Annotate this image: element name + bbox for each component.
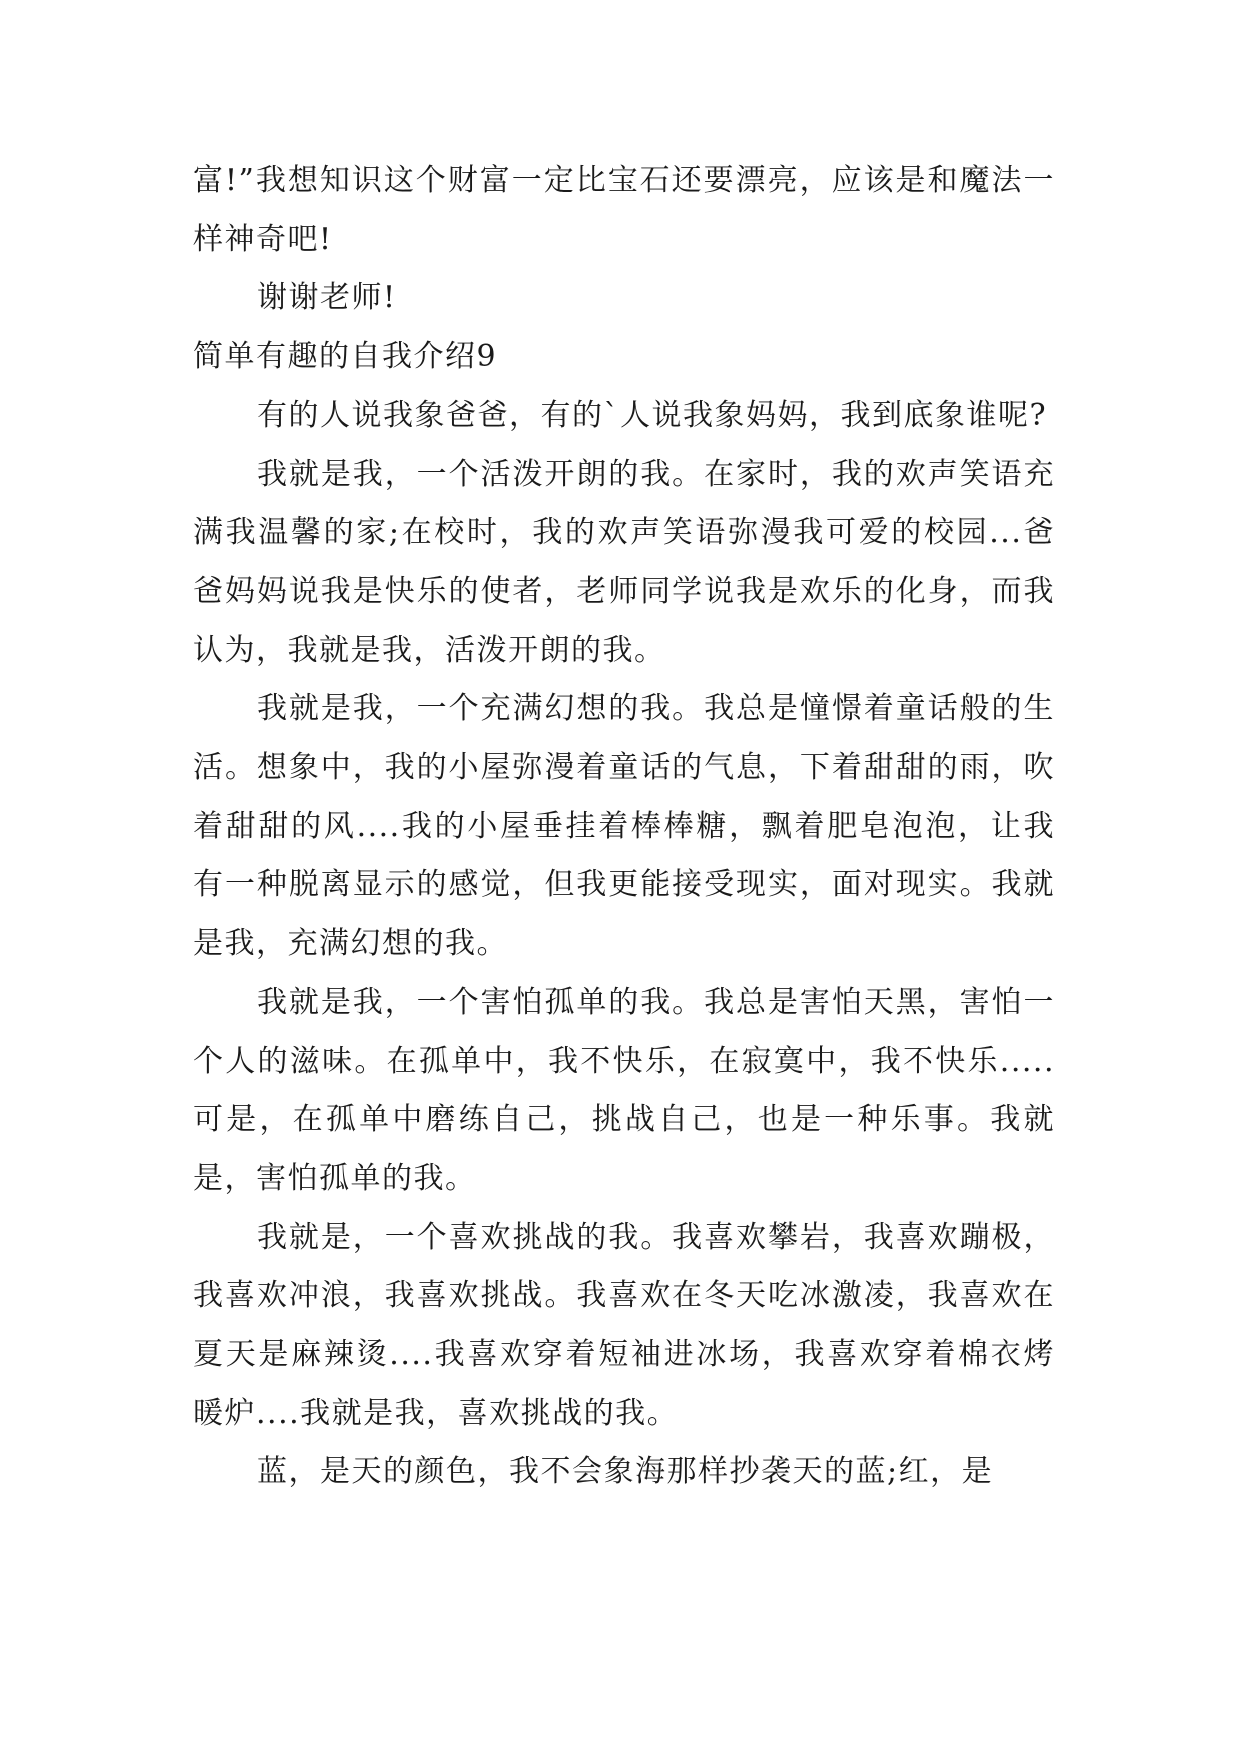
paragraph-challenge: 我就是，一个喜欢挑战的我。我喜欢攀岩，我喜欢蹦极，我喜欢冲浪，我喜欢挑战。我喜欢在冬天吃冰激凌，我喜欢在夏天是麻辣烫....我喜欢穿着短袖进冰场，我喜欢穿着棉衣烤暖炉....我就是我，喜欢挑战的我。	[193, 1219, 1055, 1431]
section-heading: 简单有趣的自我介绍9	[193, 339, 498, 375]
document-page	[193, 152, 1055, 1502]
paragraph-lonely: 我就是我，一个害怕孤单的我。我总是害怕天黑，害怕一个人的滋味。在孤单中，我不快乐，在寂寞中，我不快乐.....可是，在孤单中磨练自己，挑战自己，也是一种乐事。我就是，害怕孤单的我。	[193, 984, 1055, 1196]
paragraph-thanks: 谢谢老师!	[257, 280, 397, 316]
paragraph-intro: 有的人说我象爸爸，有的`人说我象妈妈，我到底象谁呢?	[257, 397, 1048, 433]
paragraph-colors: 蓝，是天的颜色，我不会象海那样抄袭天的蓝;红，是	[257, 1454, 994, 1490]
paragraph-cheerful: 我就是我，一个活泼开朗的我。在家时，我的欢声笑语充满我温馨的家;在校时，我的欢声笑语弥漫我可爱的校园...爸爸妈妈说我是快乐的使者，老师同学说我是欢乐的化身，而我认为，我就是我，活泼开朗的我。	[193, 456, 1055, 668]
paragraph-fantasy: 我就是我，一个充满幻想的我。我总是憧憬着童话般的生活。想象中，我的小屋弥漫着童话的气息，下着甜甜的雨，吹着甜甜的风....我的小屋垂挂着棒棒糖，飘着肥皂泡泡，让我有一种脱离显示的感觉，但我更能接受现实，面对现实。我就是我，充满幻想的我。	[193, 691, 1055, 962]
paragraph-continued: 富!”我想知识这个财富一定比宝石还要漂亮，应该是和魔法一样神奇吧!	[193, 163, 1055, 257]
